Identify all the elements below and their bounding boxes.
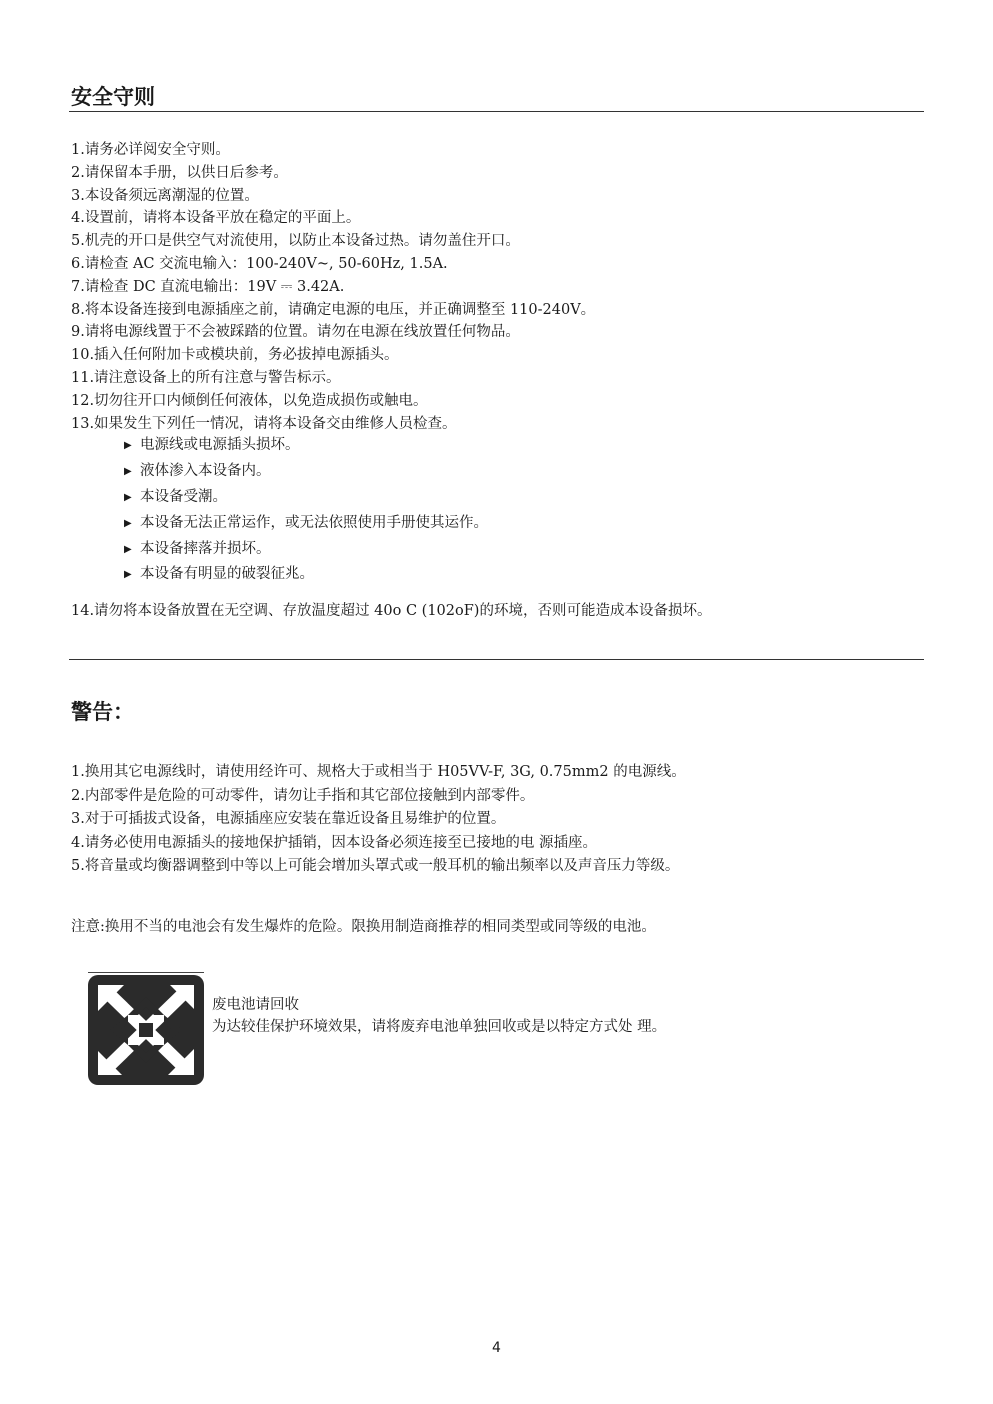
- safety-item-9: 9.请将电源线置于不会被踩踏的位置。请勿在电源在线放置任何物品。: [71, 324, 520, 341]
- warning-item-5: 5.将音量或均衡器调整到中等以上可能会增加头罩式或一般耳机的输出频率以及声音压力等级。: [71, 858, 680, 874]
- warning-item-3: 3.对于可插拔式设备，电源插座应安装在靠近设备且易维护的位置。: [71, 811, 506, 827]
- triangle-bullet-icon: ▶: [124, 465, 132, 477]
- safety-item-11: 11.请注意设备上的所有注意与警告标示。: [71, 369, 341, 386]
- safety-list: [71, 139, 595, 435]
- warning-list: [71, 761, 686, 879]
- safety-item-2: 2.请保留本手册，以供日后参考。: [71, 164, 288, 181]
- warning-item-4: 4.请务必使用电源插头的接地保护插销，因本设备必须连接至已接地的电 源插座。: [71, 834, 597, 851]
- recycle-icon-rule: [88, 972, 204, 973]
- recycle-description: 为达较佳保护环境效果，请将废弃电池单独回收或是以特定方式处 理。: [212, 1019, 667, 1035]
- condition-item: ▶ 本设备有明显的破裂征兆。: [124, 562, 488, 588]
- safety-item-6: 6.请检查 AC 交流电输入：100-240V~, 50-60Hz, 1.5A.: [71, 255, 448, 272]
- safety-title-rule: [69, 111, 924, 112]
- warning-item-2: 2.内部零件是危险的可动零件，请勿让手指和其它部位接触到内部零件。: [71, 787, 535, 804]
- condition-item: ▶ 液体渗入本设备内。: [124, 459, 488, 485]
- section-divider: [69, 659, 924, 660]
- safety-item-4: 4.设置前，请将本设备平放在稳定的平面上。: [71, 210, 361, 227]
- safety-item-7: 7.请检查 DC 直流电输出：19V ⎓ 3.42A.: [71, 278, 345, 295]
- condition-item: ▶ 电源线或电源插头损坏。: [124, 433, 488, 459]
- condition-item: ▶ 本设备摔落并损坏。: [124, 537, 488, 563]
- safety-item-8: 8.将本设备连接到电源插座之前，请确定电源的电压，并正确调整至 110-240V。: [71, 301, 596, 318]
- recycle-notice: [212, 994, 666, 1038]
- condition-item: ▶ 本设备受潮。: [124, 485, 488, 511]
- inspection-conditions-list: [124, 433, 488, 588]
- triangle-bullet-icon: ▶: [124, 543, 132, 555]
- safety-title: 安全守则: [71, 85, 155, 109]
- warning-title: 警告：: [71, 700, 134, 724]
- warning-item-1: 1.换用其它电源线时，请使用经许可、规格大于或相当于 H05VV-F, 3G, 0.75mm2 的电源线。: [71, 764, 686, 780]
- safety-item-1: 1.请务必详阅安全守则。: [71, 142, 230, 158]
- safety-item-10: 10.插入任何附加卡或模块前，务必拔掉电源插头。: [71, 347, 399, 364]
- condition-item: ▶ 本设备无法正常运作，或无法依照使用手册使其运作。: [124, 511, 488, 537]
- safety-item-14: 14.请勿将本设备放置在无空调、存放温度超过 40o C (102oF)的环境，否则可能造成本设备损坏。: [71, 603, 712, 619]
- safety-item-12: 12.切勿往开口内倾倒任何液体，以免造成损伤或触电。: [71, 392, 428, 409]
- safety-item-5: 5.机壳的开口是供空气对流使用，以防止本设备过热。请勿盖住开口。: [71, 233, 520, 250]
- safety-item-13: 13.如果发生下列任一情况，请将本设备交由维修人员检查。: [71, 415, 457, 432]
- safety-item-3: 3.本设备须远离潮湿的位置。: [71, 187, 259, 204]
- battery-caution-note: 注意:换用不当的电池会有发生爆炸的危险。限换用制造商推荐的相同类型或同等级的电池。: [71, 919, 656, 935]
- page-number: 4: [492, 1340, 501, 1356]
- recycle-heading: 废电池请回收: [212, 997, 299, 1013]
- triangle-bullet-icon: ▶: [124, 569, 132, 581]
- triangle-bullet-icon: ▶: [124, 440, 132, 451]
- triangle-bullet-icon: ▶: [124, 491, 132, 503]
- battery-recycling-icon: [88, 975, 204, 1085]
- triangle-bullet-icon: ▶: [124, 517, 132, 529]
